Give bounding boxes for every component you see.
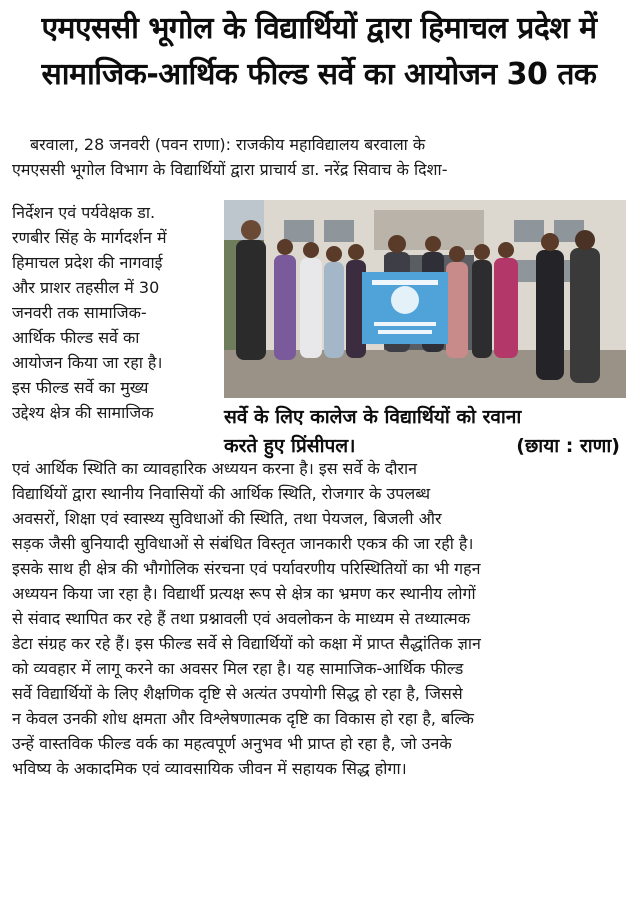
article-line: जनवरी तक सामाजिक-	[12, 303, 147, 322]
article-line: बरवाला, 28 जनवरी (पवन राणा): राजकीय महाविद्यालय बरवाला के	[30, 135, 426, 154]
article-line: सड़क जैसी बुनियादी सुविधाओं से संबंधित विस्तृत जानकारी एकत्र की जा रही है।	[12, 534, 474, 553]
caption-line-2: करते हुए प्रिंसीपल।	[224, 435, 356, 457]
article-line: और प्राशर तहसील में 30	[12, 278, 160, 297]
group-photo-illustration	[224, 200, 626, 398]
article-line: अध्ययन किया जा रहा है। विद्यार्थी प्रत्यक्ष रूप से क्षेत्र का भ्रमण कर स्थानीय लोगों	[12, 584, 476, 603]
photo-caption	[224, 403, 626, 461]
article-line: निर्देशन एवं पर्यवेक्षक डा.	[12, 203, 156, 222]
article-line: विद्यार्थियों द्वारा स्थानीय निवासियों की आर्थिक स्थिति, रोजगार के उपलब्ध	[12, 484, 431, 503]
article-line: भविष्य के अकादमिक एवं व्यावसायिक जीवन में सहायक सिद्ध होगा।	[12, 759, 407, 778]
headline-line-1: एमएससी भूगोल के विद्यार्थियों द्वारा हिमाचल प्रदेश में	[41, 11, 597, 46]
article-line: अवसरों, शिक्षा एवं स्वास्थ्य सुविधाओं की स्थिति, तथा पेयजल, बिजली और	[12, 509, 442, 528]
photo-credit: (छाया : राणा)	[516, 435, 620, 457]
article-body	[12, 456, 626, 781]
article-line: आर्थिक फील्ड सर्वे का	[12, 328, 140, 347]
article-line: को व्यवहार में लागू करने का अवसर मिल रहा है। यह सामाजिक-आर्थिक फील्ड	[12, 659, 464, 678]
news-photo	[224, 200, 626, 398]
article-line: एवं आर्थिक स्थिति का व्यावहारिक अध्ययन करना है। इस सर्वे के दौरान	[12, 459, 418, 478]
article-line: उन्हें वास्तविक फील्ड वर्क का महत्वपूर्ण अनुभव भी प्राप्त हो रहा है, जो उनके	[12, 734, 452, 753]
article-line: से संवाद स्थापित कर रहे हैं तथा प्रश्नावली एवं अवलोकन के माध्यम से तथ्यात्मक	[12, 609, 470, 628]
article-column	[12, 200, 212, 425]
caption-line-1: सर्वे के लिए कालेज के विद्यार्थियों को रवाना	[224, 406, 522, 428]
article-line: एमएससी भूगोल विभाग के विद्यार्थियों द्वारा प्राचार्य डा. नरेंद्र सिवाच के दिशा-	[12, 160, 448, 179]
article-line: डेटा संग्रह कर रहे हैं। इस फील्ड सर्वे से विद्यार्थियों को कक्षा में प्राप्त सैद्धांतिक ज्ञान	[12, 634, 481, 653]
headline	[0, 6, 638, 98]
college-banner	[362, 272, 448, 344]
article-line: इस फील्ड सर्वे का मुख्य	[12, 378, 149, 397]
article-line: सर्वे विद्यार्थियों के लिए शैक्षणिक दृष्टि से अत्यंत उपयोगी सिद्ध हो रहा है, जिससे	[12, 684, 463, 703]
article-line: आयोजन किया जा रहा है।	[12, 353, 163, 372]
article-line: हिमाचल प्रदेश की नागवाई	[12, 253, 163, 272]
article-intro	[12, 132, 626, 182]
article-line: उद्देश्य क्षेत्र की सामाजिक	[12, 403, 154, 422]
headline-line-2: सामाजिक-आर्थिक फील्ड सर्वे का आयोजन 30 तक	[41, 57, 597, 92]
article-line: न केवल उनकी शोध क्षमता और विश्लेषणात्मक दृष्टि का विकास हो रहा है, बल्कि	[12, 709, 474, 728]
article-line: इसके साथ ही क्षेत्र की भौगोलिक संरचना एवं पर्यावरणीय परिस्थितियों का भी गहन	[12, 559, 481, 578]
article-line: रणबीर सिंह के मार्गदर्शन में	[12, 228, 167, 247]
